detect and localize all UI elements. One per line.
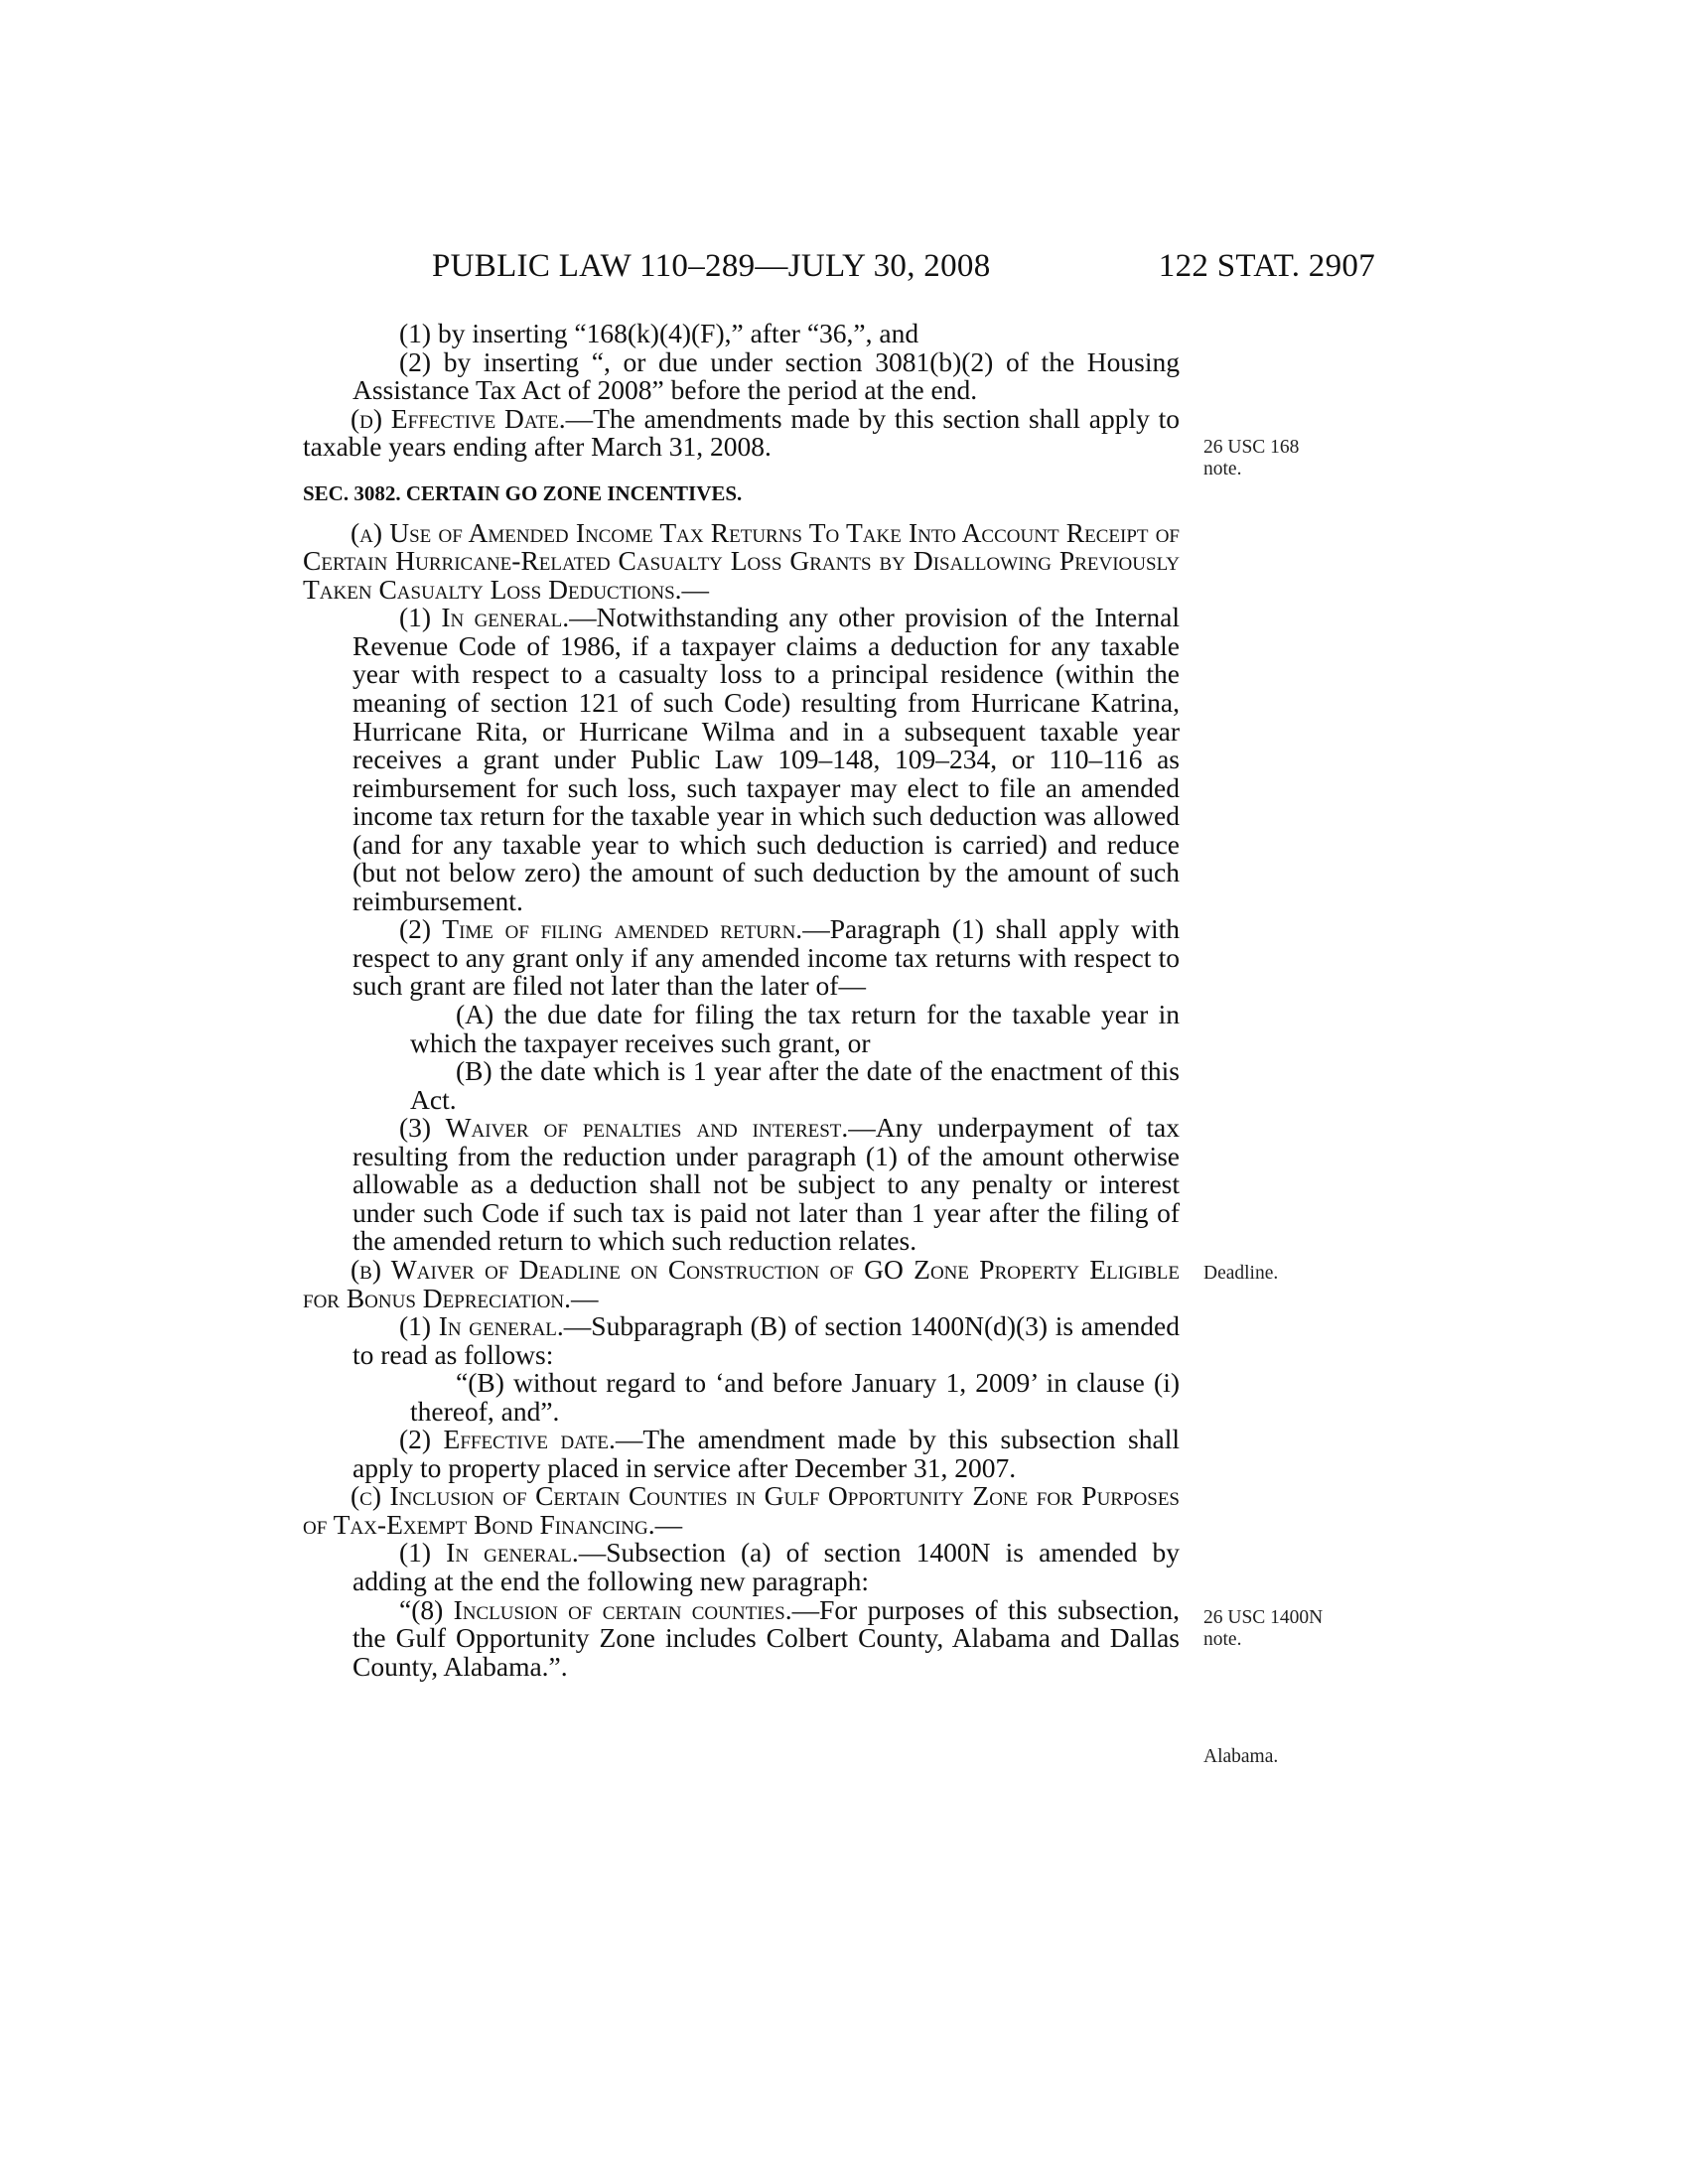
subsection-c-heading bbox=[303, 1482, 1180, 1539]
paragraph-a3 bbox=[303, 1114, 1180, 1256]
margin-note-alabama bbox=[1203, 1746, 1352, 1768]
paragraph-b1-text: —Subparagraph (B) of section 1400N(d)(3) is amended to read as follows: bbox=[352, 1310, 1180, 1370]
page-body bbox=[303, 320, 1180, 1681]
subsection-d bbox=[303, 402, 1180, 463]
subsection-a-dash: — bbox=[681, 573, 710, 605]
quoted-paragraph-8-heading: Inclusion of certain counties. bbox=[453, 1593, 792, 1625]
quoted-paragraph-8-text: —For purposes of this subsection, the Gulf Opportunity Zone includes Colbert County, Alabama and Dallas County, Alabama.”. bbox=[352, 1593, 1180, 1682]
margin-note-usc-168 bbox=[1203, 437, 1352, 480]
paragraph-a2-text: —Paragraph (1) shall apply with respect to any grant only if any amended income tax returns with respect to such grant are filed not later than the later of— bbox=[352, 913, 1181, 1002]
margin-note-label: Deadline. bbox=[1203, 1263, 1279, 1284]
subsection-c-title: (c) Inclusion of Certain Counties in Gulf Opportunity Zone for Purposes of Tax-Exempt Bond Financing. bbox=[303, 1480, 1180, 1540]
paragraph-b1-heading: (1) In general. bbox=[399, 1310, 564, 1342]
paragraph-a1-text: —Notwithstanding any other provision of the Internal Revenue Code of 1986, if a taxpayer claims a deduction for any taxable year with respect to a casualty loss to a principal residence (within the meaning of section 121 of such Code) resulting from Hurricane Katrina, Hurricane Rita, or Hurricane Wilma and in a subsequent taxable year receives a grant under Public Law 109–148, 109–234, or 110–116 as reimbursement for such loss, such taxpayer may elect to file an amended income tax return for the taxable year in which such deduction was allowed (and for any taxable year to which such deduction is carried) and reduce (but not below zero) the amount of such deduction by the amount of such reimbursement. bbox=[352, 602, 1180, 916]
subsection-a-heading bbox=[303, 516, 1180, 605]
clause-c2: (2) by inserting “, or due under section 3081(b)(2) of the Housing Assistance Tax Act of 2008” before the period at the end. bbox=[352, 345, 1180, 406]
subsection-c-dash: — bbox=[654, 1508, 683, 1540]
subparagraph-a2B: (B) the date which is 1 year after the date of the enactment of this Act. bbox=[410, 1055, 1180, 1115]
subsection-b-heading bbox=[303, 1253, 1180, 1313]
running-title: PUBLIC LAW 110–289—JULY 30, 2008 bbox=[432, 248, 991, 284]
margin-note-suffix: note. bbox=[1203, 459, 1242, 479]
margin-note-citation: 26 USC 1400N bbox=[1203, 1607, 1324, 1628]
paragraph-b2-text: —The amendment made by this subsection shall apply to property placed in service after December 31, 2007. bbox=[352, 1424, 1180, 1483]
paragraph-a3-heading: (3) Waiver of penalties and interest. bbox=[399, 1112, 849, 1144]
paragraph-c1-text: —Subsection (a) of section 1400N is amended by adding at the end the following new paragraph: bbox=[352, 1537, 1180, 1596]
clause-c1: (1) by inserting “168(k)(4)(F),” after “36,”, and bbox=[399, 318, 919, 348]
subparagraph-a2A: (A) the due date for filing the tax return for the taxable year in which the taxpayer receives such grant, or bbox=[410, 999, 1180, 1058]
page-header bbox=[432, 248, 1375, 288]
margin-note-usc-1400n bbox=[1203, 1607, 1352, 1651]
paragraph-b2 bbox=[303, 1426, 1180, 1482]
margin-note-citation: 26 USC 168 bbox=[1203, 437, 1300, 458]
quoted-paragraph-8 bbox=[303, 1593, 1180, 1682]
subsection-d-text: —The amendments made by this section shall apply to taxable years ending after March 31, 2008. bbox=[303, 402, 1180, 463]
paragraph-b1 bbox=[303, 1312, 1180, 1369]
subsection-a-title: (a) Use of Amended Income Tax Returns To Take Into Account Receipt of Certain Hurricane-Related Casualty Loss Grants by Disallowing Previously Taken Casualty Loss Deductions. bbox=[303, 516, 1180, 605]
quoted-subparagraph-b: “(B) without regard to ‘and before January 1, 2009’ in clause (i) thereof, and”. bbox=[410, 1367, 1180, 1427]
paragraph-a1-heading: (1) In general. bbox=[399, 602, 570, 633]
statute-page-number: 122 STAT. 2907 bbox=[1158, 248, 1375, 284]
paragraph-c1 bbox=[303, 1539, 1180, 1595]
subsection-d-heading: (d) Effective Date. bbox=[351, 402, 566, 434]
paragraph-b2-heading: (2) Effective date. bbox=[399, 1424, 616, 1455]
paragraph-a2 bbox=[303, 915, 1180, 1001]
paragraph-a3-text: —Any underpayment of tax resulting from the reduction under paragraph (1) of the amount otherwise allowable as a deduction shall not be subject to any penalty or interest under such Code if such tax is paid not later than 1 year after the filing of the amended return to which such reduction relates. bbox=[352, 1112, 1180, 1257]
subsection-b-dash: — bbox=[570, 1282, 599, 1313]
paragraph-a2-heading: (2) Time of filing amended return. bbox=[399, 913, 803, 945]
margin-note-suffix: note. bbox=[1203, 1629, 1242, 1650]
paragraph-c1-heading: (1) In general. bbox=[399, 1537, 579, 1569]
margin-note-label: Alabama. bbox=[1203, 1746, 1279, 1767]
paragraph-a1 bbox=[303, 604, 1180, 915]
margin-note-deadline bbox=[1203, 1263, 1352, 1285]
section-heading: SEC. 3082. CERTAIN GO ZONE INCENTIVES. bbox=[303, 480, 743, 505]
quoted-paragraph-8-number: “(8) bbox=[399, 1593, 454, 1625]
subsection-b-title: (b) Waiver of Deadline on Construction of GO Zone Property Eligible for Bonus Depreciation. bbox=[303, 1253, 1180, 1313]
